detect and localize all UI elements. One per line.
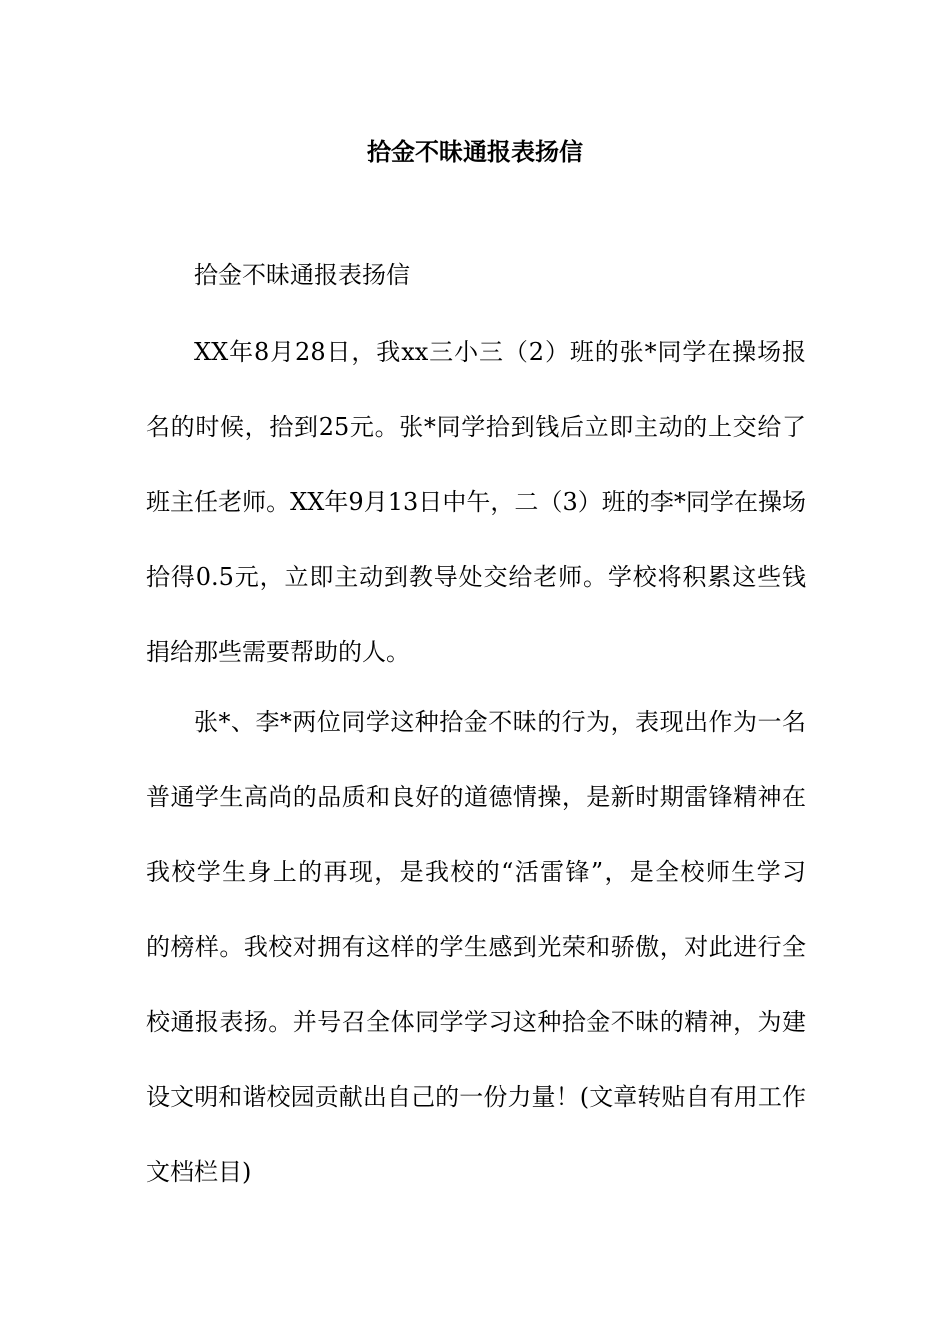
paragraph-line: 捐给那些需要帮助的人。 [146,638,410,666]
paragraph-line: 名的时候，拾到25元。张*同学拾到钱后立即主动的上交给了 [146,413,806,441]
paragraph-line: 拾金不昧通报表扬信 [194,261,410,289]
paragraph-line: 普通学生高尚的品质和良好的道德情操，是新时期雷锋精神在 [146,783,806,811]
paragraph-line: 拾得0.5元，立即主动到教导处交给老师。学校将积累这些钱 [146,563,806,591]
document-title: 拾金不昧通报表扬信 [367,138,583,166]
paragraph-line: 文档栏目) [146,1158,252,1186]
paragraph-line: 的榜样。我校对拥有这样的学生感到光荣和骄傲，对此进行全 [146,933,806,961]
paragraph-line: 班主任老师。XX年9月13日中午，二（3）班的李*同学在操场 [146,488,806,516]
paragraph-line: 我校学生身上的再现，是我校的“活雷锋”，是全校师生学习 [146,858,806,886]
paragraph-line: 设文明和谐校园贡献出自己的一份力量！(文章转贴自有用工作 [146,1083,806,1111]
paragraph-line: XX年8月28日，我xx三小三（2）班的张*同学在操场报 [194,338,806,366]
paragraph-line: 张*、李*两位同学这种拾金不昧的行为，表现出作为一名 [194,708,806,736]
paragraph-line: 校通报表扬。并号召全体同学学习这种拾金不昧的精神，为建 [146,1008,806,1036]
